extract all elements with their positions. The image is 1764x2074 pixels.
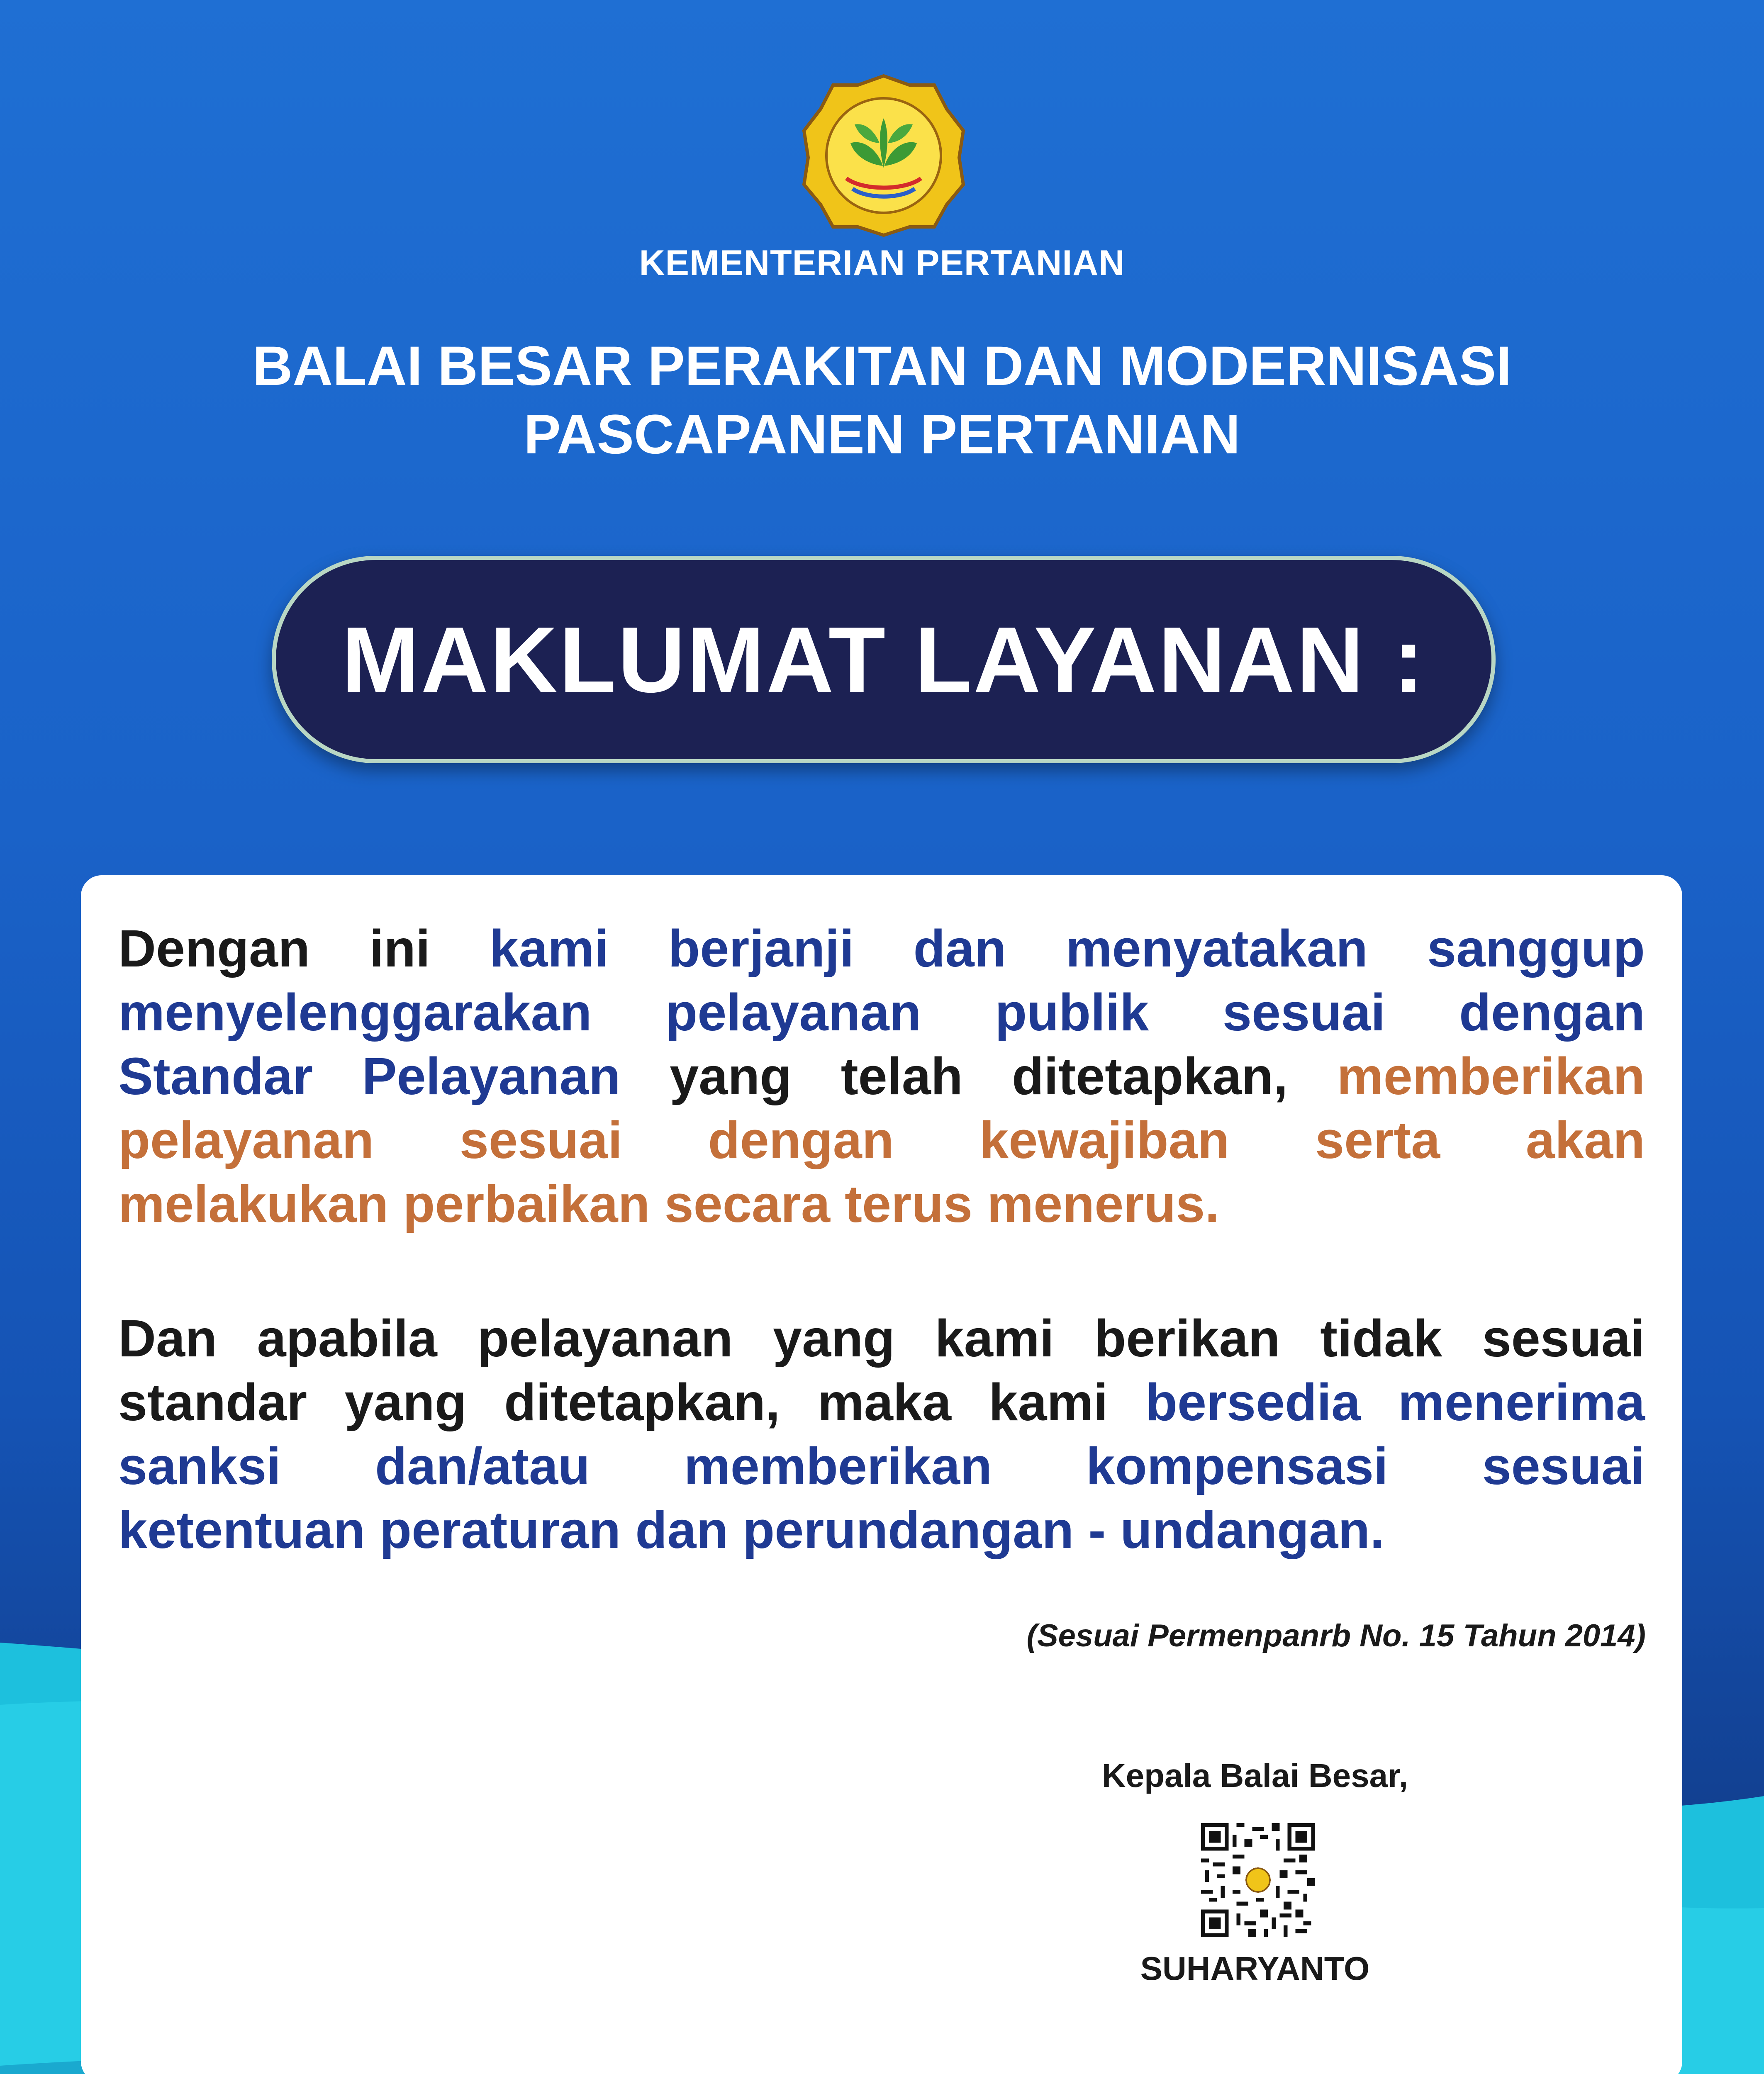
regulation-reference: (Sesuai Permenpanrb No. 15 Tahun 2014) bbox=[1026, 1618, 1646, 1653]
p1-line4: pelayanan sesuai dengan kewajiban serta akan bbox=[118, 1111, 1645, 1169]
institution-line-1: BALAI BESAR PERAKITAN DAN MODERNISASI bbox=[252, 335, 1512, 397]
institution-line-2: PASCAPANEN PERTANIAN bbox=[524, 404, 1240, 465]
ministry-name: KEMENTERIAN PERTANIAN bbox=[639, 243, 1125, 283]
p2-line4: ketentuan peraturan dan perundangan - undangan. bbox=[118, 1501, 1385, 1559]
p1-line3-set: yang telah ditetapkan, bbox=[620, 1047, 1337, 1105]
banner-title: MAKLUMAT LAYANAN : bbox=[341, 607, 1426, 712]
commitment-paragraph bbox=[118, 917, 1645, 1236]
p1-line1-intro: Dengan ini bbox=[118, 919, 490, 978]
p2-line2-accept: bersedia menerima bbox=[1145, 1373, 1645, 1431]
sanction-paragraph bbox=[118, 1307, 1645, 1562]
p2-line3: sanksi dan/atau memberikan kompensasi sesuai bbox=[118, 1437, 1645, 1495]
p1-line5: melakukan perbaikan secara terus menerus. bbox=[118, 1175, 1220, 1233]
p1-line1-promise: kami berjanji dan menyatakan sanggup bbox=[490, 919, 1645, 978]
p2-line2-standard: standar yang ditetapkan, maka kami bbox=[118, 1373, 1145, 1431]
p2-line1: Dan apabila pelayanan yang kami berikan tidak sesuai bbox=[118, 1309, 1645, 1368]
signatory-name: SUHARYANTO bbox=[1140, 1950, 1370, 1987]
p1-line2: menyelenggarakan pelayanan publik sesuai dengan bbox=[118, 983, 1645, 1042]
qr-code-icon bbox=[1201, 1823, 1315, 1937]
signatory-title: Kepala Balai Besar, bbox=[1101, 1757, 1408, 1794]
institution-name bbox=[0, 332, 1764, 469]
p1-line3-give: memberikan bbox=[1337, 1047, 1645, 1105]
maklumat-banner bbox=[272, 556, 1496, 763]
p1-line3-standard: Standar Pelayanan bbox=[118, 1047, 621, 1105]
kementan-logo-icon bbox=[801, 73, 967, 239]
